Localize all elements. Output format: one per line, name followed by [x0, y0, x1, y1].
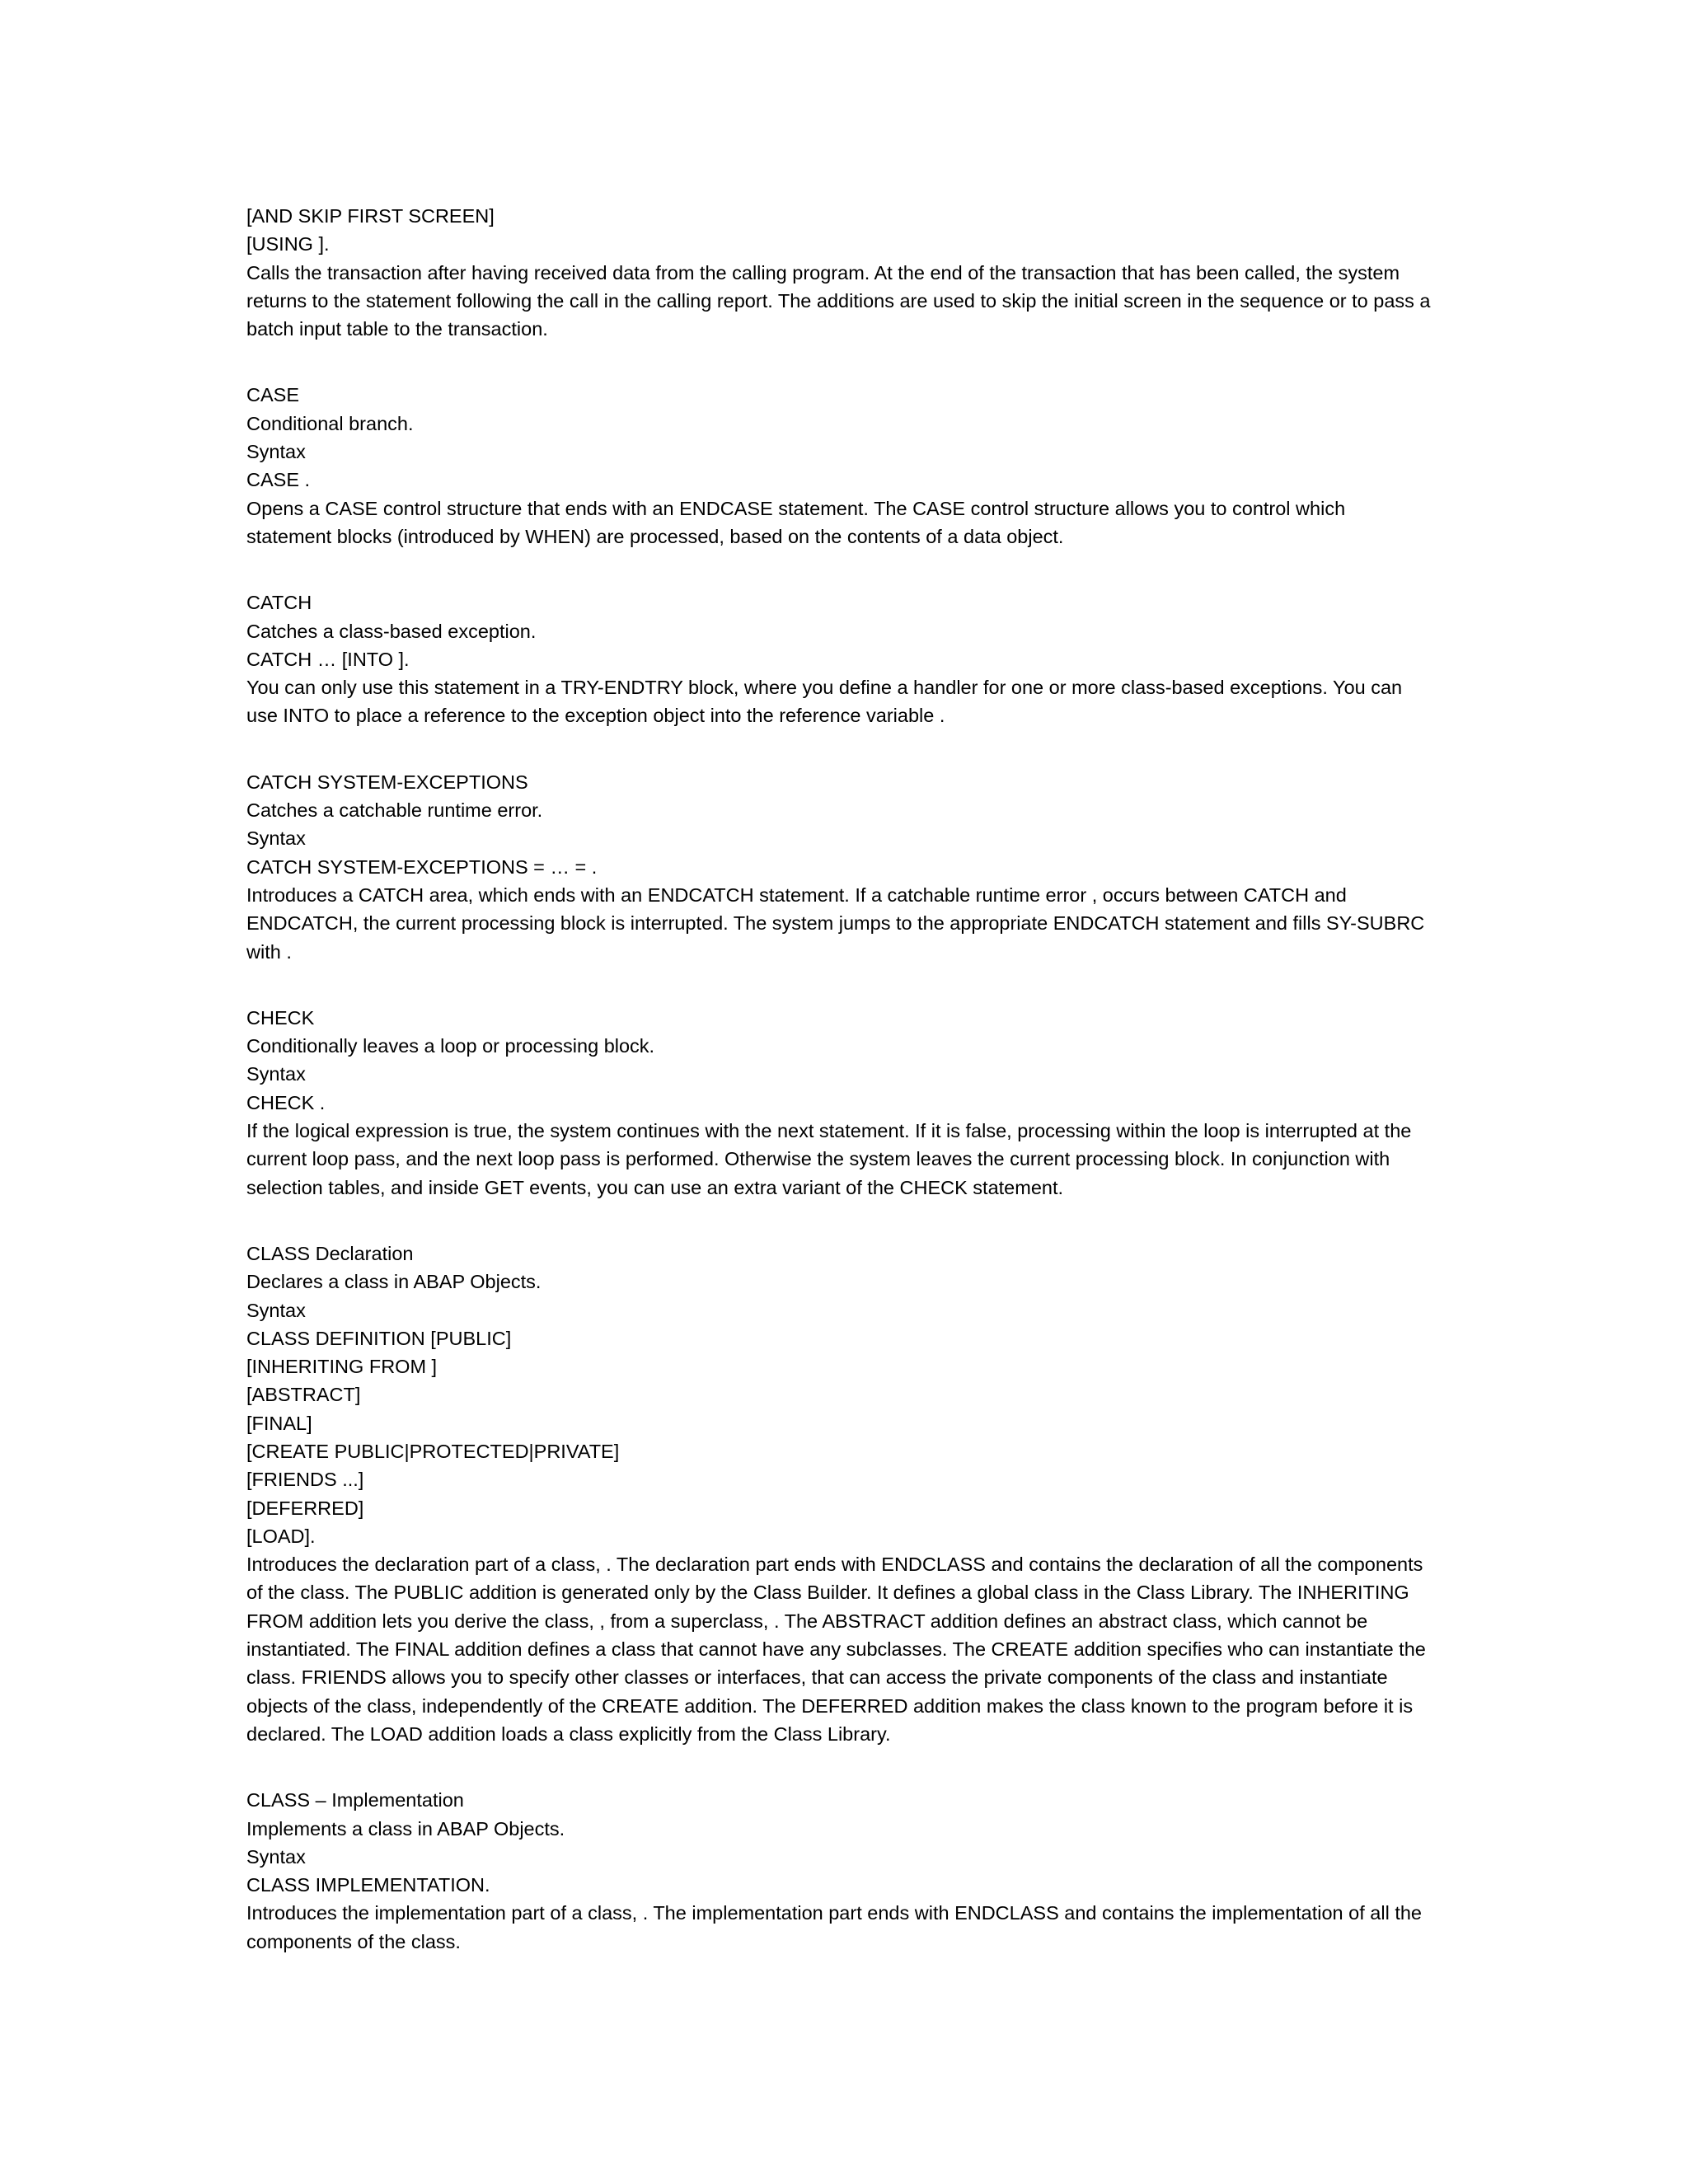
syntax-line: [FINAL]	[246, 1412, 312, 1434]
entry-heading: CATCH	[246, 592, 312, 614]
entry-case	[246, 381, 1433, 551]
syntax-label: Syntax	[246, 1299, 306, 1321]
syntax-line: CATCH SYSTEM-EXCEPTIONS = … = .	[246, 855, 598, 878]
entry-description: You can only use this statement in a TRY-ENDTRY block, where you define a handler for one or more class-based exceptions. You can use INTO to place a reference to the exception object into the reference variable .	[246, 677, 1403, 727]
entry-description: Introduces the declaration part of a class, . The declaration part ends with ENDCLASS and contains the declaration of all the components of the class. The PUBLIC addition is generated only by the Class Builder. It defines a global class in the Class Library. The INHERITING FROM addition lets you derive the class, , from a superclass, . The ABSTRACT addition defines an abstract class, which cannot be instantiated. The FINAL addition defines a class that cannot have any subclasses. The CREATE addition specifies who can instantiate the class. FRIENDS allows you to specify other classes or interfaces, that can access the private components of the class and instantiate objects of the class, independently of the CREATE addition. The DEFERRED addition makes the class known to the program before it is declared. The LOAD addition loads a class explicitly from the Class Library.	[246, 1554, 1426, 1745]
syntax-line: [CREATE PUBLIC|PROTECTED|PRIVATE]	[246, 1440, 620, 1462]
entry-heading: CASE	[246, 384, 299, 406]
syntax-line: [DEFERRED]	[246, 1497, 364, 1519]
syntax-line: CASE .	[246, 469, 311, 491]
syntax-line: [LOAD].	[246, 1525, 316, 1547]
entry-description: If the logical expression is true, the system continues with the next statement. If it is false, processing within the loop is interrupted at the current loop pass, and the next loop pass is performed. Otherwise the system leaves the current processing block. In conjunction with selection tables, and inside GET events, you can use an extra variant of the CHECK statement.	[246, 1120, 1412, 1198]
syntax-label: Syntax	[246, 1845, 306, 1868]
syntax-label: Syntax	[246, 827, 306, 850]
entry-class-declaration	[246, 1240, 1433, 1748]
entry-heading: CATCH SYSTEM-EXCEPTIONS	[246, 771, 528, 793]
entry-call-transaction-continued	[246, 202, 1433, 343]
entry-summary: Conditionally leaves a loop or processing block.	[246, 1035, 655, 1057]
entry-summary: Catches a catchable runtime error.	[246, 799, 543, 822]
entry-description: Introduces a CATCH area, which ends with an ENDCATCH statement. If a catchable runtime error , occurs between CATCH and ENDCATCH, the current processing block is interrupted. The system jumps to the appropriate ENDCATCH statement and fills SY-SUBRC with .	[246, 883, 1425, 963]
entry-summary: Catches a class-based exception.	[246, 620, 537, 642]
syntax-line: CLASS IMPLEMENTATION.	[246, 1874, 490, 1896]
syntax-line: CLASS DEFINITION [PUBLIC]	[246, 1327, 512, 1349]
syntax-line: [USING ].	[246, 233, 330, 255]
entry-description: Calls the transaction after having received data from the calling program. At the end of the transaction that has been called, the system returns to the statement following the call in the calling report. The additions are used to skip the initial screen in the sequence or to pass a batch input table to the transaction.	[246, 261, 1431, 340]
entry-description: Opens a CASE control structure that ends with an ENDCASE statement. The CASE control structure allows you to control which statement blocks (introduced by WHEN) are processed, based on the contents of a data object.	[246, 497, 1346, 547]
syntax-line: [AND SKIP FIRST SCREEN]	[246, 205, 495, 227]
document-body	[246, 202, 1433, 1994]
syntax-line: CHECK .	[246, 1091, 326, 1113]
entry-check	[246, 1004, 1433, 1202]
syntax-line: CATCH … [INTO ].	[246, 648, 410, 670]
syntax-line: [FRIENDS ...]	[246, 1469, 364, 1491]
syntax-line: [ABSTRACT]	[246, 1384, 361, 1406]
entry-class-implementation	[246, 1786, 1433, 1956]
syntax-label: Syntax	[246, 1063, 306, 1085]
entry-description: Introduces the implementation part of a class, . The implementation part ends with ENDCLASS and contains the implementation of all the components of the class.	[246, 1902, 1422, 1952]
entry-catch	[246, 588, 1433, 729]
entry-summary: Conditional branch.	[246, 412, 414, 434]
entry-heading: CLASS Declaration	[246, 1242, 414, 1264]
syntax-label: Syntax	[246, 441, 306, 463]
entry-catch-system-exceptions	[246, 768, 1433, 966]
entry-summary: Declares a class in ABAP Objects.	[246, 1271, 542, 1293]
syntax-line: [INHERITING FROM ]	[246, 1356, 438, 1378]
entry-summary: Implements a class in ABAP Objects.	[246, 1817, 565, 1840]
entry-heading: CHECK	[246, 1006, 315, 1029]
entry-heading: CLASS – Implementation	[246, 1789, 464, 1811]
